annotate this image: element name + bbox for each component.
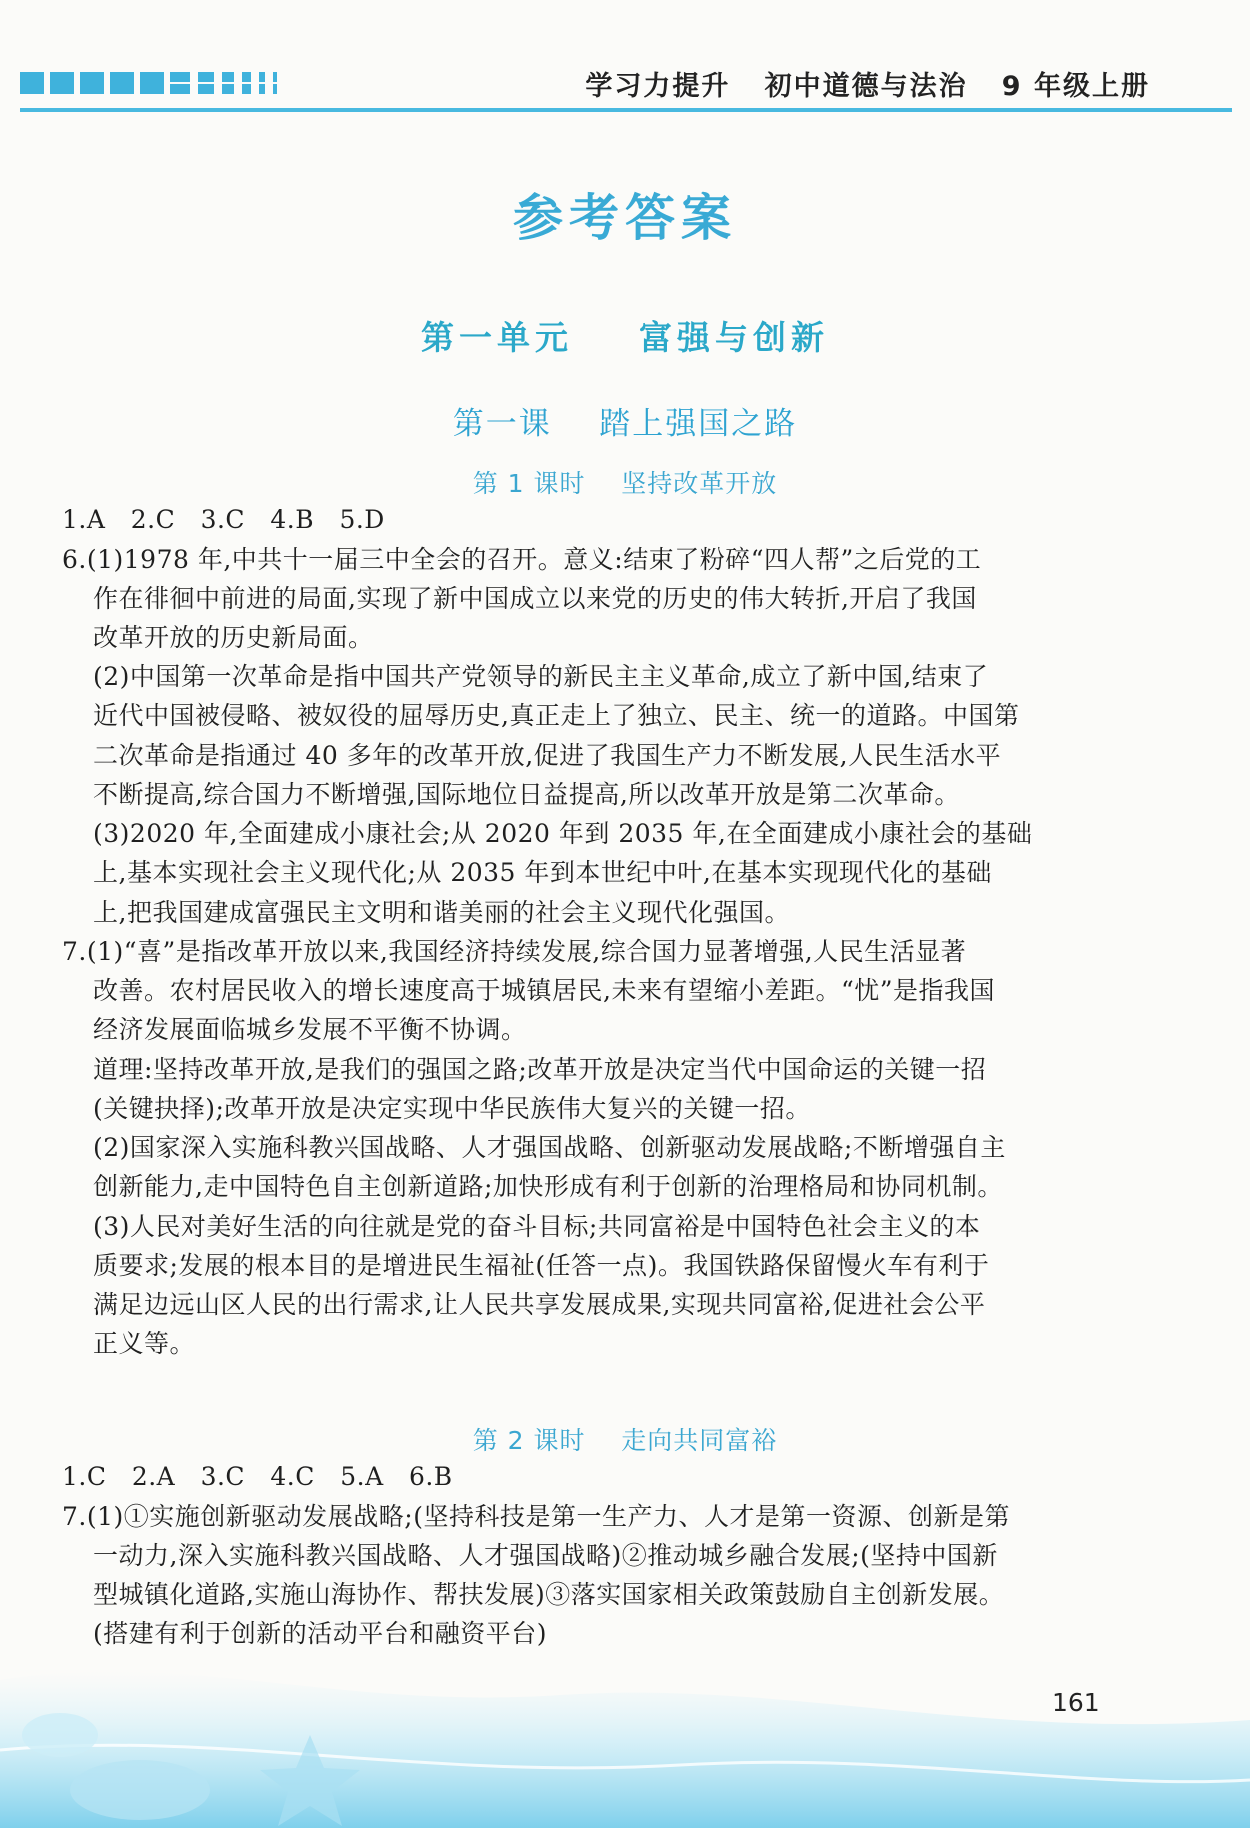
answer-line: 改善。农村居民收入的增长速度高于城镇居民,未来有望缩小差距。“忧”是指我国 [93, 976, 996, 1005]
answer-line: 满足边远山区人民的出行需求,让人民共享发展成果,实现共同富裕,促进社会公平 [93, 1290, 986, 1319]
page-header [0, 0, 1250, 120]
lesson-title: 第一课 踏上强国之路 [452, 406, 798, 442]
session-title-1: 第 1 课时 坚持改革开放 [472, 469, 778, 498]
answer-line: 一动力,深入实施科教兴国战略、人才强国战略)②推动城乡融合发展;(坚持中国新 [93, 1541, 998, 1570]
session-title-2: 第 2 课时 走向共同富裕 [472, 1426, 778, 1455]
book-title: 学习力提升 初中道德与法治 9 年级上册 [585, 71, 1150, 102]
answer-line: 正义等。 [93, 1329, 196, 1358]
answer-line: 经济发展面临城乡发展不平衡不协调。 [93, 1015, 527, 1044]
answer-line: (3)2020 年,全面建成小康社会;从 2020 年到 2035 年,在全面建成小康社会的基础 [93, 819, 1033, 848]
answer-line: 道理:坚持改革开放,是我们的强国之路;改革开放是决定当代中国命运的关键一招 [93, 1055, 987, 1084]
shell-icon [22, 1713, 98, 1757]
answer-line: 7.(1)①实施创新驱动发展战略;(坚持科技是第一生产力、人才是第一资源、创新是第 [62, 1502, 1010, 1531]
answer-line: 型城镇化道路,实施山海协作、帮扶发展)③落实国家相关政策鼓励自主创新发展。 [93, 1580, 1005, 1609]
answer-line: 1.C 2.A 3.C 4.C 5.A 6.B [62, 1462, 453, 1491]
answer-line: 6.(1)1978 年,中共十一届三中全会的召开。意义:结束了粉碎“四人帮”之后党的工 [62, 545, 982, 574]
shell-icon [70, 1760, 210, 1820]
answer-line: 改革开放的历史新局面。 [93, 623, 374, 652]
answer-line: (2)国家深入实施科教兴国战略、人才强国战略、创新驱动发展战略;不断增强自主 [93, 1133, 1006, 1162]
answer-line: 质要求;发展的根本目的是增进民生福祉(任答一点)。我国铁路保留慢火车有利于 [93, 1251, 990, 1280]
answer-line: 1.A 2.C 3.C 4.B 5.D [62, 505, 385, 534]
answer-line: (关键抉择);改革开放是决定实现中华民族伟大复兴的关键一招。 [93, 1094, 811, 1123]
answer-line: 上,基本实现社会主义现代化;从 2035 年到本世纪中叶,在基本实现现代化的基础 [93, 858, 992, 887]
header-divider [20, 108, 1232, 112]
answer-line: (3)人民对美好生活的向往就是党的奋斗目标;共同富裕是中国特色社会主义的本 [93, 1212, 981, 1241]
answer-line: 近代中国被侵略、被奴役的屈辱历史,真正走上了独立、民主、统一的道路。中国第 [93, 701, 1020, 730]
answer-line: 7.(1)“喜”是指改革开放以来,我国经济持续发展,综合国力显著增强,人民生活显著 [62, 937, 967, 966]
page-title: 参考答案 [513, 188, 737, 247]
unit-title: 第一单元 富强与创新 [421, 318, 829, 357]
answer-line: 上,把我国建成富强民主文明和谐美丽的社会主义现代化强国。 [93, 898, 790, 927]
answer-line: 创新能力,走中国特色自主创新道路;加快形成有利于创新的治理格局和协同机制。 [93, 1172, 1003, 1201]
answer-line: 不断提高,综合国力不断增强,国际地位日益提高,所以改革开放是第二次革命。 [93, 780, 960, 809]
beach-footer-illustration [0, 1640, 1250, 1828]
answer-line: (2)中国第一次革命是指中国共产党领导的新民主主义革命,成立了新中国,结束了 [93, 662, 989, 691]
page-number: 161 [1052, 1688, 1100, 1717]
answer-line: 作在徘徊中前进的局面,实现了新中国成立以来党的历史的伟大转折,开启了我国 [93, 584, 977, 613]
answer-line: (搭建有利于创新的活动平台和融资平台) [93, 1619, 548, 1648]
answer-line: 二次革命是指通过 40 多年的改革开放,促进了我国生产力不断发展,人民生活水平 [93, 741, 1002, 770]
